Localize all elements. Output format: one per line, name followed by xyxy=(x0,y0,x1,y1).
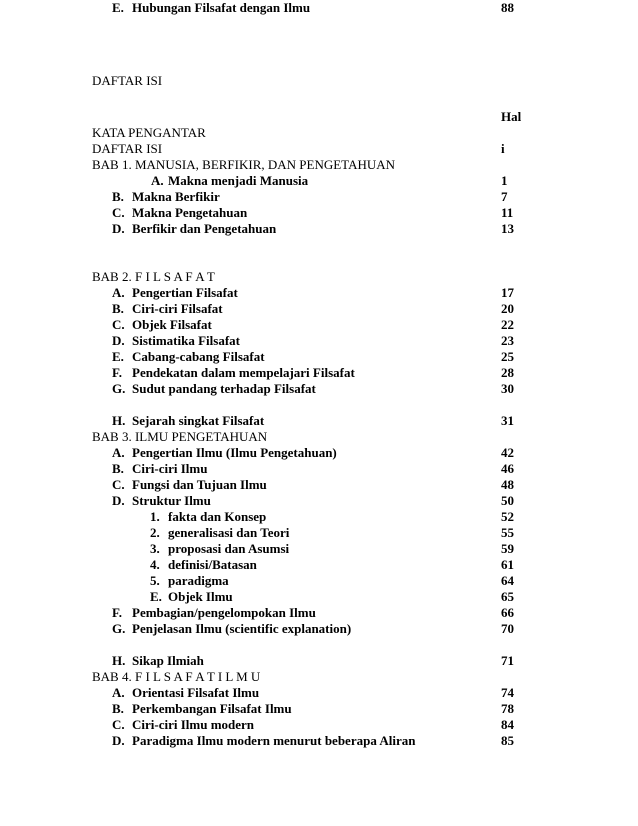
toc-entry-label: D. xyxy=(112,221,125,236)
toc-entry-text: BAB 3. ILMU PENGETAHUAN xyxy=(92,429,268,444)
toc-entry-page: 55 xyxy=(501,525,514,540)
toc-entry-page: 42 xyxy=(501,445,514,460)
toc-entry-page: 31 xyxy=(501,413,514,428)
toc-entry-page: 22 xyxy=(501,317,514,332)
toc-entry xyxy=(0,717,638,733)
toc-entry-page: 1 xyxy=(501,173,508,188)
toc-entry xyxy=(0,461,638,477)
toc-entry-label: 1. xyxy=(150,509,160,524)
toc-entry-text: Paradigma Ilmu modern menurut beberapa Aliran xyxy=(132,733,416,748)
toc-entry-text: Objek Filsafat xyxy=(132,317,212,332)
toc-entry-text: Pembagian/pengelompokan Ilmu xyxy=(132,605,316,620)
toc-entry-label: H. xyxy=(112,413,126,428)
toc-entry xyxy=(0,413,638,429)
toc-entry-page: 30 xyxy=(501,381,514,396)
toc-entry-text: Pengertian Ilmu (Ilmu Pengetahuan) xyxy=(132,445,337,460)
toc-entry-text: Orientasi Filsafat Ilmu xyxy=(132,685,260,700)
document-title: DAFTAR ISI xyxy=(92,73,163,88)
toc-entry xyxy=(0,589,638,605)
toc-entry-page: 84 xyxy=(501,717,514,732)
toc-entry-text: generalisasi dan Teori xyxy=(168,525,290,540)
toc-entry xyxy=(0,381,638,397)
toc-entry xyxy=(0,701,638,717)
toc-entry-label: C. xyxy=(112,717,125,732)
toc-entry-text: Sejarah singkat Filsafat xyxy=(132,413,265,428)
toc-entry-text: Fungsi dan Tujuan Ilmu xyxy=(132,477,267,492)
toc-entry-label: E. xyxy=(150,589,162,604)
toc-entry xyxy=(0,317,638,333)
toc-entry-text: BAB 2. F I L S A F A T xyxy=(92,269,215,284)
toc-entry-page: 59 xyxy=(501,541,514,556)
toc-entry xyxy=(0,205,638,221)
toc-entry-page: 11 xyxy=(501,205,514,220)
toc-entry-text: Makna Berfikir xyxy=(132,189,220,204)
toc-entry-label: A. xyxy=(112,445,125,460)
toc-entry-text: Sistimatika Filsafat xyxy=(132,333,240,348)
toc-entry xyxy=(0,157,638,173)
toc-entry-page: 20 xyxy=(501,301,514,316)
toc-entry-text: Ciri-ciri Ilmu xyxy=(132,461,208,476)
toc-entry xyxy=(0,493,638,509)
toc-entry xyxy=(0,445,638,461)
toc-entry-label: E. xyxy=(112,0,124,15)
toc-entry-text: Pendekatan dalam mempelajari Filsafat xyxy=(132,365,355,380)
toc-entry-page: 48 xyxy=(501,477,514,492)
toc-entry-text: Perkembangan Filsafat Ilmu xyxy=(132,701,292,716)
toc-entry-label: G. xyxy=(112,381,126,396)
toc-entry-page: 52 xyxy=(501,509,514,524)
toc-entry xyxy=(0,669,638,685)
toc-entry xyxy=(0,141,638,157)
toc-entry-label: D. xyxy=(112,733,125,748)
toc-entry-label: 3. xyxy=(150,541,160,556)
toc-entry-label: A. xyxy=(112,285,125,300)
toc-entry-label: F. xyxy=(112,365,122,380)
toc-entry-text: definisi/Batasan xyxy=(168,557,257,572)
toc-entry-page: 88 xyxy=(501,0,514,15)
toc-entry-text: fakta dan Konsep xyxy=(168,509,267,524)
toc-entry-text: Makna menjadi Manusia xyxy=(168,173,309,188)
toc-entry xyxy=(0,285,638,301)
toc-entry-text: Berfikir dan Pengetahuan xyxy=(132,221,277,236)
toc-entry xyxy=(0,333,638,349)
toc-entry-page: 28 xyxy=(501,365,514,380)
toc-entry-page: 71 xyxy=(501,653,514,668)
toc-entry-text: Ciri-ciri Ilmu modern xyxy=(132,717,255,732)
toc-entry-label: F. xyxy=(112,605,122,620)
toc-entry-text: BAB 4. F I L S A F A T I L M U xyxy=(92,669,261,684)
toc-entry-text: proposasi dan Asumsi xyxy=(168,541,290,556)
toc-entry-page: 50 xyxy=(501,493,514,508)
toc-entry xyxy=(0,621,638,637)
toc-entry-page: 74 xyxy=(501,685,514,700)
toc-entry xyxy=(0,541,638,557)
toc-entry-label: E. xyxy=(112,349,124,364)
toc-entry xyxy=(0,477,638,493)
toc-entry xyxy=(0,189,638,205)
toc-entry-label: B. xyxy=(112,701,124,716)
toc-entry-text: Sikap Ilmiah xyxy=(132,653,204,668)
toc-entry-page: 65 xyxy=(501,589,514,604)
toc-entry-page: 78 xyxy=(501,701,514,716)
toc-entry-label: A. xyxy=(151,173,164,188)
toc-entry-label: C. xyxy=(112,317,125,332)
toc-entry xyxy=(0,573,638,589)
toc-entry-text: Ciri-ciri Filsafat xyxy=(132,301,223,316)
toc-entry-label: C. xyxy=(112,205,125,220)
toc-entry xyxy=(0,0,638,16)
toc-entry-label: C. xyxy=(112,477,125,492)
toc-entry xyxy=(0,125,638,141)
toc-entry-label: D. xyxy=(112,333,125,348)
toc-entry xyxy=(0,429,638,445)
toc-entry-text: BAB 1. MANUSIA, BERFIKIR, DAN PENGETAHUAN xyxy=(92,157,396,172)
toc-entry-page: 85 xyxy=(501,733,514,748)
toc-entry-label: D. xyxy=(112,493,125,508)
toc-entry-label: 5. xyxy=(150,573,160,588)
toc-entry-label: B. xyxy=(112,301,124,316)
page-column-header: Hal xyxy=(501,109,522,124)
toc-entry-page: 66 xyxy=(501,605,514,620)
toc-entry xyxy=(0,653,638,669)
toc-entry-text: Makna Pengetahuan xyxy=(132,205,248,220)
toc-entry-text: Penjelasan Ilmu (scientific explanation) xyxy=(132,621,352,636)
toc-entry-text: DAFTAR ISI xyxy=(92,141,163,156)
toc-entry-page: 70 xyxy=(501,621,514,636)
toc-entry xyxy=(0,301,638,317)
toc-entry-label: B. xyxy=(112,189,124,204)
toc-entry xyxy=(0,605,638,621)
toc-entry xyxy=(0,525,638,541)
toc-entry-page: i xyxy=(501,141,505,156)
toc-entry-page: 23 xyxy=(501,333,514,348)
toc-entry xyxy=(0,269,638,285)
toc-entry-page: 64 xyxy=(501,573,514,588)
toc-entry-label: 2. xyxy=(150,525,160,540)
toc-entry-label: 4. xyxy=(150,557,160,572)
toc-entry-label: B. xyxy=(112,461,124,476)
toc-entry xyxy=(0,173,638,189)
toc-entry xyxy=(0,733,638,749)
toc-entry-label: H. xyxy=(112,653,126,668)
toc-entry-text: Struktur Ilmu xyxy=(132,493,211,508)
toc-entry xyxy=(0,685,638,701)
toc-entry-page: 61 xyxy=(501,557,514,572)
toc-entry-page: 46 xyxy=(501,461,514,476)
toc-entry xyxy=(0,557,638,573)
toc-entry xyxy=(0,349,638,365)
toc-entry-page: 17 xyxy=(501,285,514,300)
toc-entry-label: G. xyxy=(112,621,126,636)
toc-entry-text: Pengertian Filsafat xyxy=(132,285,238,300)
toc-entry xyxy=(0,365,638,381)
toc-entry-text: Sudut pandang terhadap Filsafat xyxy=(132,381,316,396)
toc-entry-text: Cabang-cabang Filsafat xyxy=(132,349,265,364)
toc-entry-page: 25 xyxy=(501,349,514,364)
toc-entry-text: Hubungan Filsafat dengan Ilmu xyxy=(132,0,311,15)
toc-entry-label: A. xyxy=(112,685,125,700)
toc-entry xyxy=(0,509,638,525)
toc-entry-page: 7 xyxy=(501,189,508,204)
toc-entry-text: paradigma xyxy=(168,573,229,588)
toc-entry-page: 13 xyxy=(501,221,514,236)
toc-entry-text: Objek Ilmu xyxy=(168,589,233,604)
toc-entry-text: KATA PENGANTAR xyxy=(92,125,206,140)
toc-entry xyxy=(0,221,638,237)
